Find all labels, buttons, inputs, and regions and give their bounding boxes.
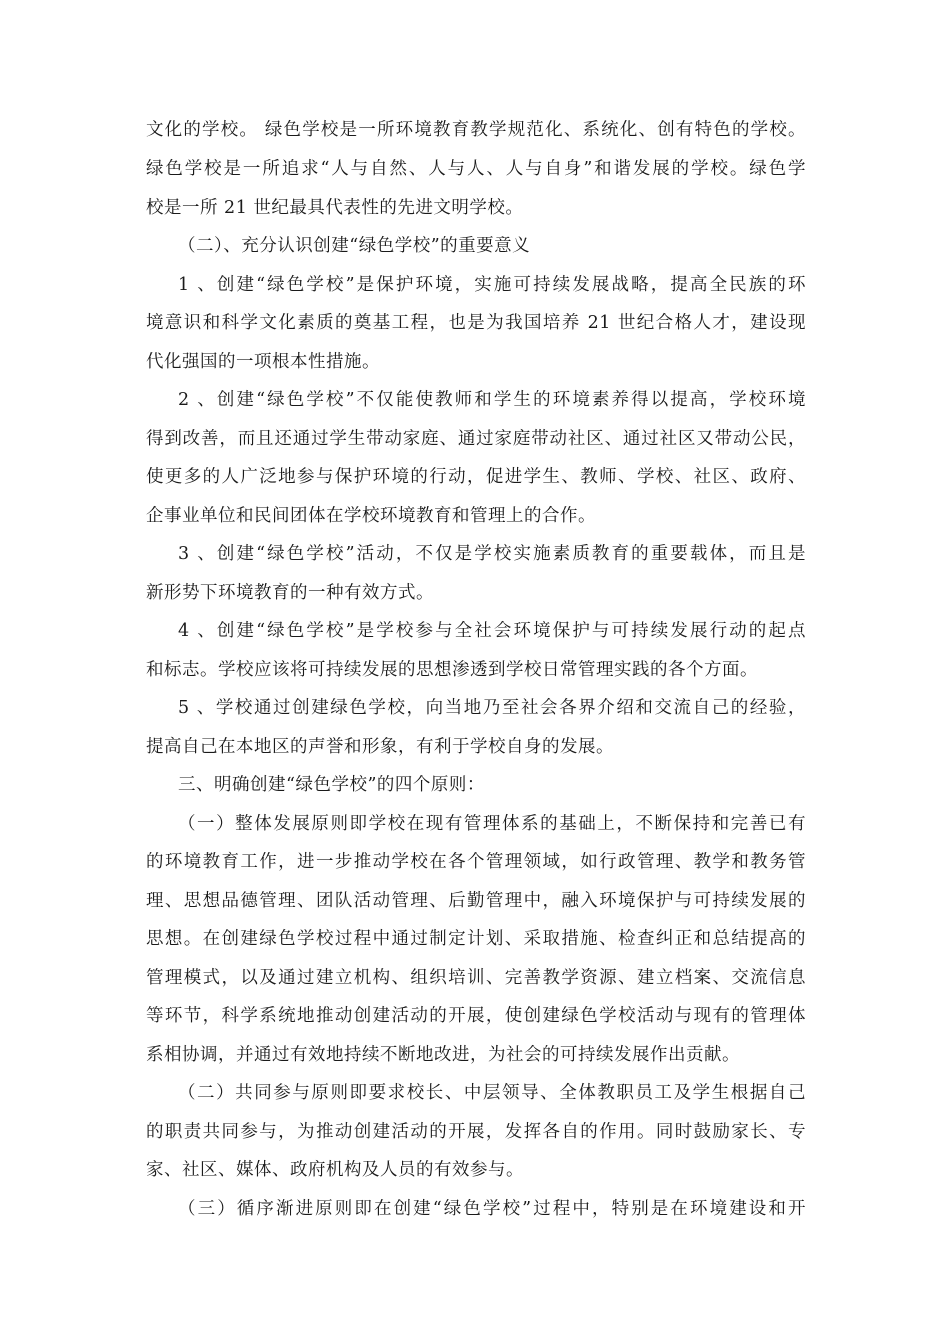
text-line: 文化的学校。 绿色学校是一所环境教育教学规范化、系统化、创有特色的学校。	[146, 120, 806, 140]
text-line: 的环境教育工作，进一步推动学校在各个管理领域，如行政管理、教学和教务管	[146, 852, 806, 872]
text-line: 等环节，科学系统地推动创建活动的开展，使创建绿色学校活动与现有的管理体	[146, 1006, 806, 1026]
text-line: 的职责共同参与，为推动创建活动的开展，发挥各自的作用。同时鼓励家长、专	[146, 1122, 806, 1142]
text-line: 和标志。学校应该将可持续发展的思想渗透到学校日常管理实践的各个方面。	[146, 660, 758, 680]
section-heading: （二）、充分认识创建“绿色学校”的重要意义	[178, 236, 531, 256]
text-line: （三）循序渐进原则即在创建“绿色学校”过程中，特别是在环境建设和开	[178, 1199, 806, 1219]
text-line: （二）共同参与原则即要求校长、中层领导、全体教职员工及学生根据自己	[178, 1083, 806, 1103]
text-line: 绿色学校是一所追求“人与自然、人与人、人与自身”和谐发展的学校。绿色学	[146, 159, 806, 179]
text-line: 校是一所 21 世纪最具代表性的先进文明学校。	[146, 198, 524, 218]
text-line: 代化强国的一项根本性措施。	[146, 352, 380, 372]
text-line: 家、社区、媒体、政府机构及人员的有效参与。	[146, 1160, 524, 1180]
text-line: 提高自己在本地区的声誉和形象，有利于学校自身的发展。	[146, 737, 614, 757]
text-line: 企事业单位和民间团体在学校环境教育和管理上的合作。	[146, 506, 596, 526]
text-line: 理、思想品德管理、团队活动管理、后勤管理中，融入环境保护与可持续发展的	[146, 891, 806, 911]
text-line: 2 、创建“绿色学校”不仅能使教师和学生的环境素养得以提高，学校环境	[178, 390, 806, 410]
text-line: 5 、学校通过创建绿色学校，向当地乃至社会各界介绍和交流自己的经验，	[178, 698, 806, 718]
text-line: 1 、创建“绿色学校”是保护环境，实施可持续发展战略，提高全民族的环	[178, 275, 806, 295]
text-line: 3 、创建“绿色学校”活动，不仅是学校实施素质教育的重要载体，而且是	[178, 544, 806, 564]
text-line: 得到改善，而且还通过学生带动家庭、通过家庭带动社区、通过社区又带动公民，	[146, 429, 806, 449]
text-line: 4 、创建“绿色学校”是学校参与全社会环境保护与可持续发展行动的起点	[178, 621, 806, 641]
text-line: 境意识和科学文化素质的奠基工程，也是为我国培养 21 世纪合格人才，建设现	[146, 313, 806, 333]
text-line: 新形势下环境教育的一种有效方式。	[146, 583, 434, 603]
text-line: 使更多的人广泛地参与保护环境的行动，促进学生、教师、学校、社区、政府、	[146, 467, 806, 487]
text-line: （一）整体发展原则即学校在现有管理体系的基础上，不断保持和完善已有	[178, 814, 806, 834]
text-line: 系相协调，并通过有效地持续不断地改进，为社会的可持续发展作出贡献。	[146, 1045, 740, 1065]
section-heading: 三、明确创建“绿色学校”的四个原则：	[178, 775, 485, 795]
text-line: 思想。在创建绿色学校过程中通过制定计划、采取措施、检查纠正和总结提高的	[146, 929, 806, 949]
text-line: 管理模式，以及通过建立机构、组织培训、完善教学资源、建立档案、交流信息	[146, 968, 806, 988]
